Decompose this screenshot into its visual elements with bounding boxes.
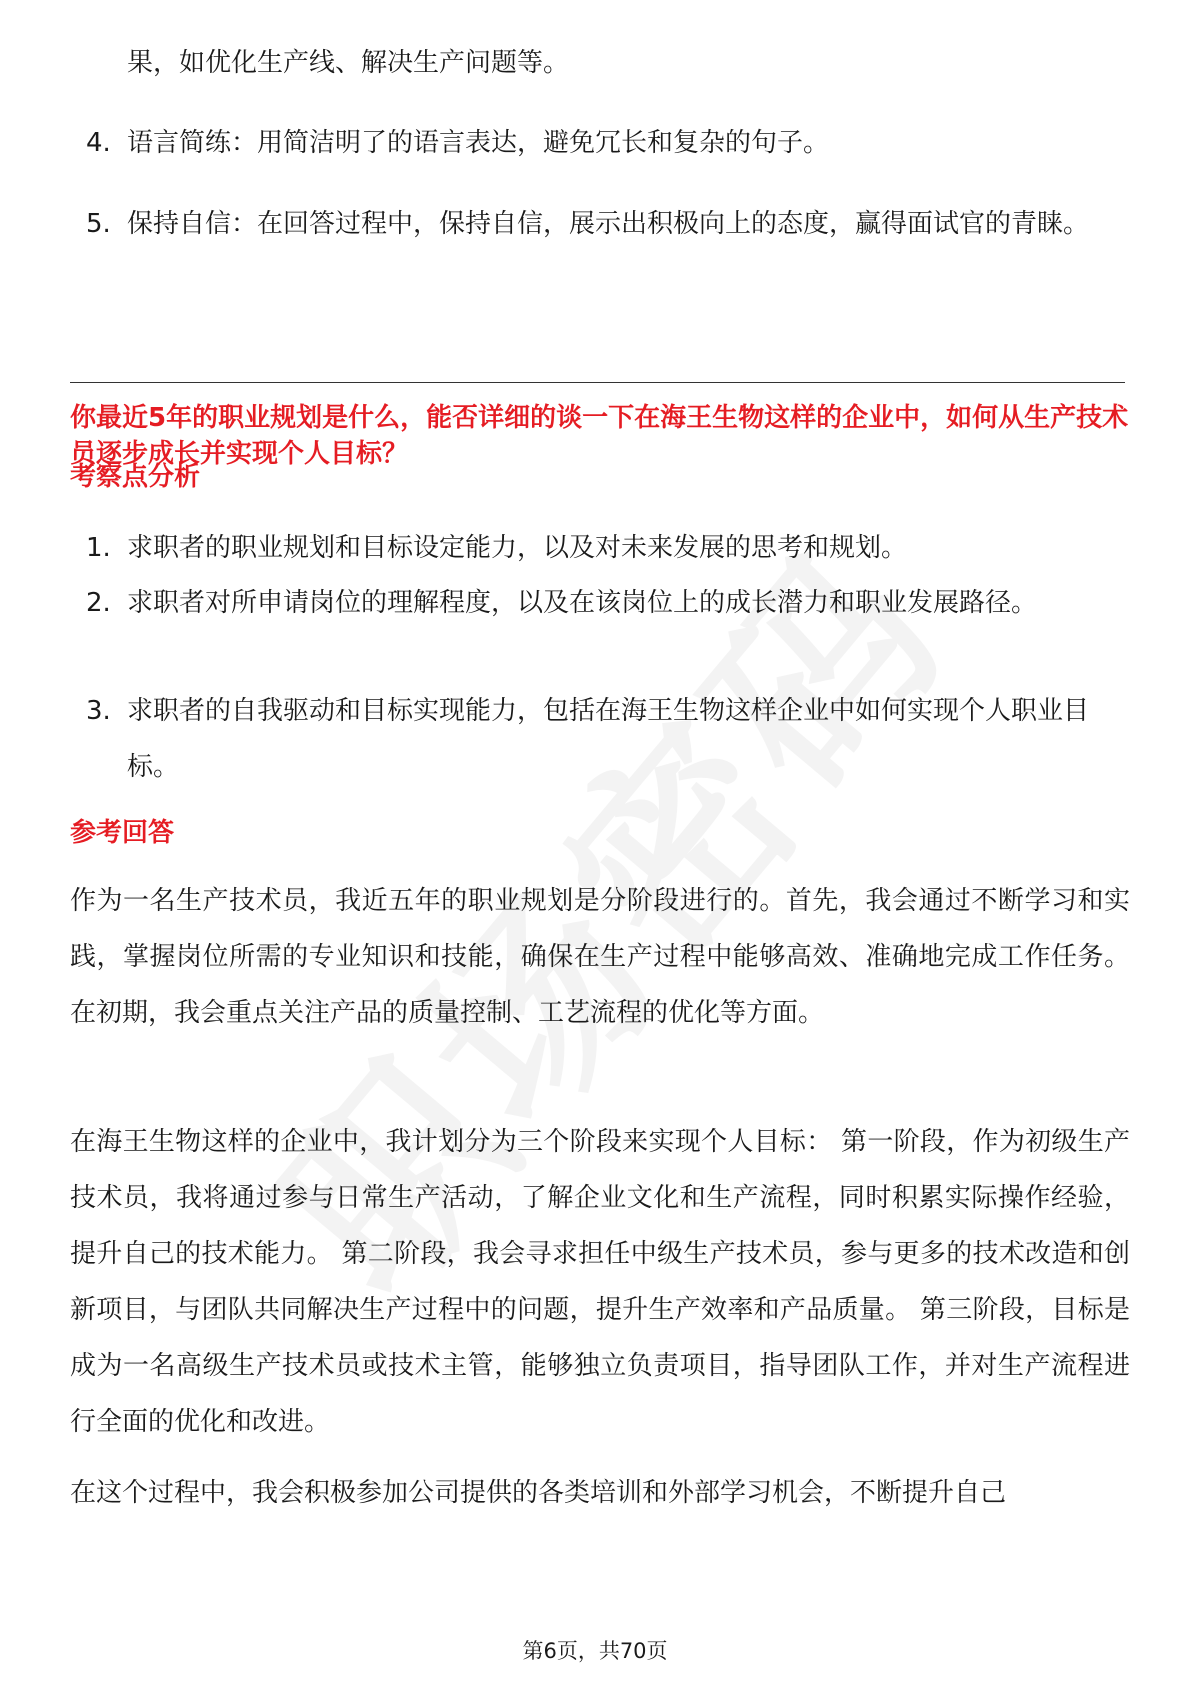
list-item bbox=[86, 683, 1126, 795]
list-item bbox=[86, 196, 1126, 252]
list-item bbox=[86, 575, 1126, 631]
answer-heading: 参考回答 bbox=[70, 818, 175, 848]
answer-paragraph: 在海王生物这样的企业中，我计划分为三个阶段来实现个人目标： 第一阶段，作为初级生产技术员，我将通过参与日常生产活动，了解企业文化和生产流程，同时积累实际操作经验，提升自己的技术能力。 第二阶段，我会寻求担任中级生产技术员，参与更多的技术改造和创新项目，与团队共同解决生产过程中的问题，提升生产效率和产品质量。 第三阶段，目标是成为一名高级生产技术员或技术主管，能够独立负责项目，指导团队工作，并对生产流程进行全面的优化和改进。 bbox=[70, 1127, 1130, 1437]
list-text: 求职者的职业规划和目标设定能力，以及对未来发展的思考和规划。 bbox=[127, 533, 908, 563]
page-footer: 第6页，共70页 bbox=[522, 1639, 668, 1663]
list-text: 保持自信：在回答过程中，保持自信，展示出积极向上的态度，赢得面试官的青睐。 bbox=[127, 209, 1090, 239]
list-item bbox=[86, 115, 1126, 171]
section-divider bbox=[70, 382, 1125, 383]
list-number: 1. bbox=[86, 533, 111, 563]
list-text: 求职者的自我驱动和目标实现能力，包括在海王生物这样企业中如何实现个人职业目标。 bbox=[127, 696, 1090, 782]
list-number: 5. bbox=[86, 209, 111, 239]
list-number: 3. bbox=[86, 696, 111, 726]
list-text: 语言简练：用简洁明了的语言表达，避免冗长和复杂的句子。 bbox=[127, 128, 830, 158]
analysis-heading: 考察点分析 bbox=[70, 462, 201, 492]
list-number: 2. bbox=[86, 588, 111, 618]
answer-paragraph: 在这个过程中，我会积极参加公司提供的各类培训和外部学习机会，不断提升自己 bbox=[70, 1478, 1007, 1508]
answer-paragraph: 作为一名生产技术员，我近五年的职业规划是分阶段进行的。首先，我会通过不断学习和实践，掌握岗位所需的专业知识和技能，确保在生产过程中能够高效、准确地完成工作任务。在初期，我会重点关注产品的质量控制、工艺流程的优化等方面。 bbox=[70, 886, 1130, 1028]
question-title: 你最近5年的职业规划是什么，能否详细的谈一下在海王生物这样的企业中，如何从生产技术员逐步成长并实现个人目标？ bbox=[70, 403, 1129, 469]
list-number: 4. bbox=[86, 128, 111, 158]
continuation-text: 果，如优化生产线、解决生产问题等。 bbox=[127, 48, 570, 78]
list-item bbox=[86, 520, 1126, 576]
list-text: 求职者对所申请岗位的理解程度，以及在该岗位上的成长潜力和职业发展路径。 bbox=[127, 588, 1038, 618]
